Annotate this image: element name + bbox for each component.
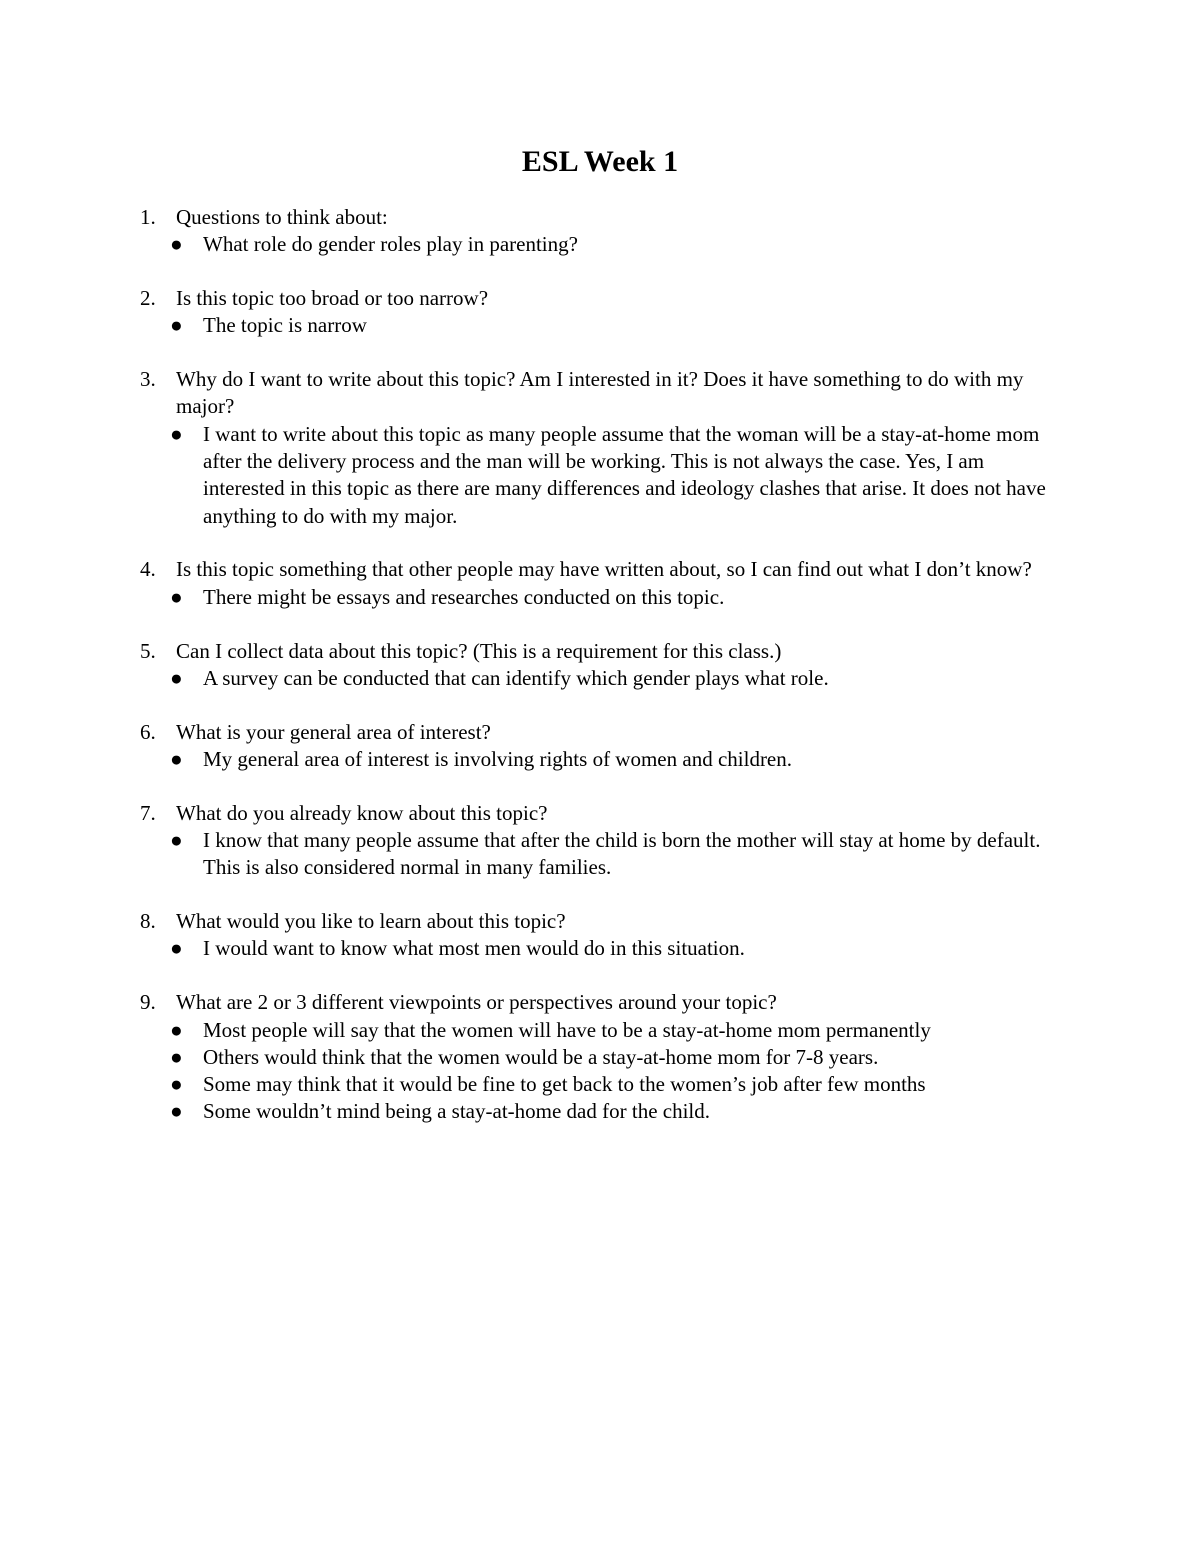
bullet-icon: ● xyxy=(170,421,183,446)
answer-list xyxy=(170,746,1060,773)
answer-list xyxy=(170,312,1060,339)
question-text: Questions to think about: xyxy=(176,205,388,229)
bullet-icon: ● xyxy=(170,1099,183,1124)
answer-item xyxy=(170,1071,1060,1098)
answer-item xyxy=(170,665,1060,692)
bullet-icon: ● xyxy=(170,232,183,257)
answer-list xyxy=(170,421,1060,530)
answer-item xyxy=(170,584,1060,611)
answer-item xyxy=(170,421,1060,530)
question-text: What is your general area of interest? xyxy=(176,719,491,744)
question-number: 1. xyxy=(140,205,156,229)
question-number: 4. xyxy=(140,557,156,582)
bullet-icon: ● xyxy=(170,1044,183,1069)
answer-list xyxy=(170,1017,1060,1126)
question-number: 3. xyxy=(140,367,156,392)
answer-item xyxy=(170,312,1060,339)
answer-list xyxy=(170,935,1060,962)
question-item xyxy=(140,285,1060,340)
answer-text: I want to write about this topic as many people assume that the woman will be a stay-at-home mom after the delivery process and the man will be working. This is not always the case. Yes, I am interested in this topic as there are many differences and ideology clashes that arise. It does not have anything to do with my major. xyxy=(203,421,1046,528)
bullet-icon: ● xyxy=(170,828,183,853)
question-number: 7. xyxy=(140,800,156,825)
answer-text: What role do gender roles play in parenting? xyxy=(203,232,578,257)
answer-text: Most people will say that the women will have to be a stay-at-home mom permanently xyxy=(203,1017,931,1042)
bullet-icon: ● xyxy=(170,936,183,961)
answer-text: Some may think that it would be fine to get back to the women’s job after few months xyxy=(203,1072,926,1097)
question-item xyxy=(140,719,1060,774)
answer-text: Others would think that the women would be a stay-at-home mom for 7-8 years. xyxy=(203,1044,879,1069)
question-text: What would you like to learn about this topic? xyxy=(176,909,566,934)
question-number: 6. xyxy=(140,719,156,744)
question-text: Can I collect data about this topic? (This is a requirement for this class.) xyxy=(176,638,782,663)
bullet-icon: ● xyxy=(170,584,183,609)
answer-text: My general area of interest is involving rights of women and children. xyxy=(203,746,793,771)
question-number: 8. xyxy=(140,909,156,934)
answer-item xyxy=(170,1098,1060,1125)
document-title: ESL Week 1 xyxy=(521,145,679,178)
answer-list xyxy=(170,584,1060,611)
question-item xyxy=(140,366,1060,530)
bullet-icon: ● xyxy=(170,1072,183,1097)
answer-list xyxy=(170,827,1060,882)
bullet-icon: ● xyxy=(170,665,183,690)
question-item xyxy=(140,908,1060,963)
answer-text: I would want to know what most men would do in this situation. xyxy=(203,936,745,961)
question-item xyxy=(140,638,1060,693)
answer-list xyxy=(170,665,1060,692)
answer-text: I know that many people assume that after the child is born the mother will stay at home by default. This is also considered normal in many families. xyxy=(203,828,1041,880)
question-number: 2. xyxy=(140,286,156,311)
answer-item xyxy=(170,827,1060,882)
answer-item xyxy=(170,935,1060,962)
answer-item xyxy=(170,746,1060,773)
question-text: What are 2 or 3 different viewpoints or perspectives around your topic? xyxy=(176,990,777,1015)
answer-text: The topic is narrow xyxy=(203,313,367,338)
question-item xyxy=(140,204,1060,259)
answer-item xyxy=(170,1017,1060,1044)
question-list xyxy=(140,204,1060,1152)
question-text: Is this topic something that other people may have written about, so I can find out what I don’t know? xyxy=(176,557,1032,582)
question-text: Why do I want to write about this topic? Am I interested in it? Does it have something to do with my major? xyxy=(176,367,1024,419)
answer-text: There might be essays and researches conducted on this topic. xyxy=(203,584,725,609)
question-item xyxy=(140,800,1060,882)
bullet-icon: ● xyxy=(170,313,183,338)
question-number: 9. xyxy=(140,990,156,1015)
bullet-icon: ● xyxy=(170,1017,183,1042)
question-text: Is this topic too broad or too narrow? xyxy=(176,286,489,311)
question-item xyxy=(140,556,1060,611)
answer-list xyxy=(170,231,1060,258)
answer-item xyxy=(170,231,1060,258)
question-text: What do you already know about this topic? xyxy=(176,800,548,825)
bullet-icon: ● xyxy=(170,746,183,771)
answer-text: Some wouldn’t mind being a stay-at-home dad for the child. xyxy=(203,1099,711,1124)
answer-item xyxy=(170,1044,1060,1071)
question-item xyxy=(140,989,1060,1125)
answer-text: A survey can be conducted that can identify which gender plays what role. xyxy=(203,665,829,690)
question-number: 5. xyxy=(140,638,156,663)
